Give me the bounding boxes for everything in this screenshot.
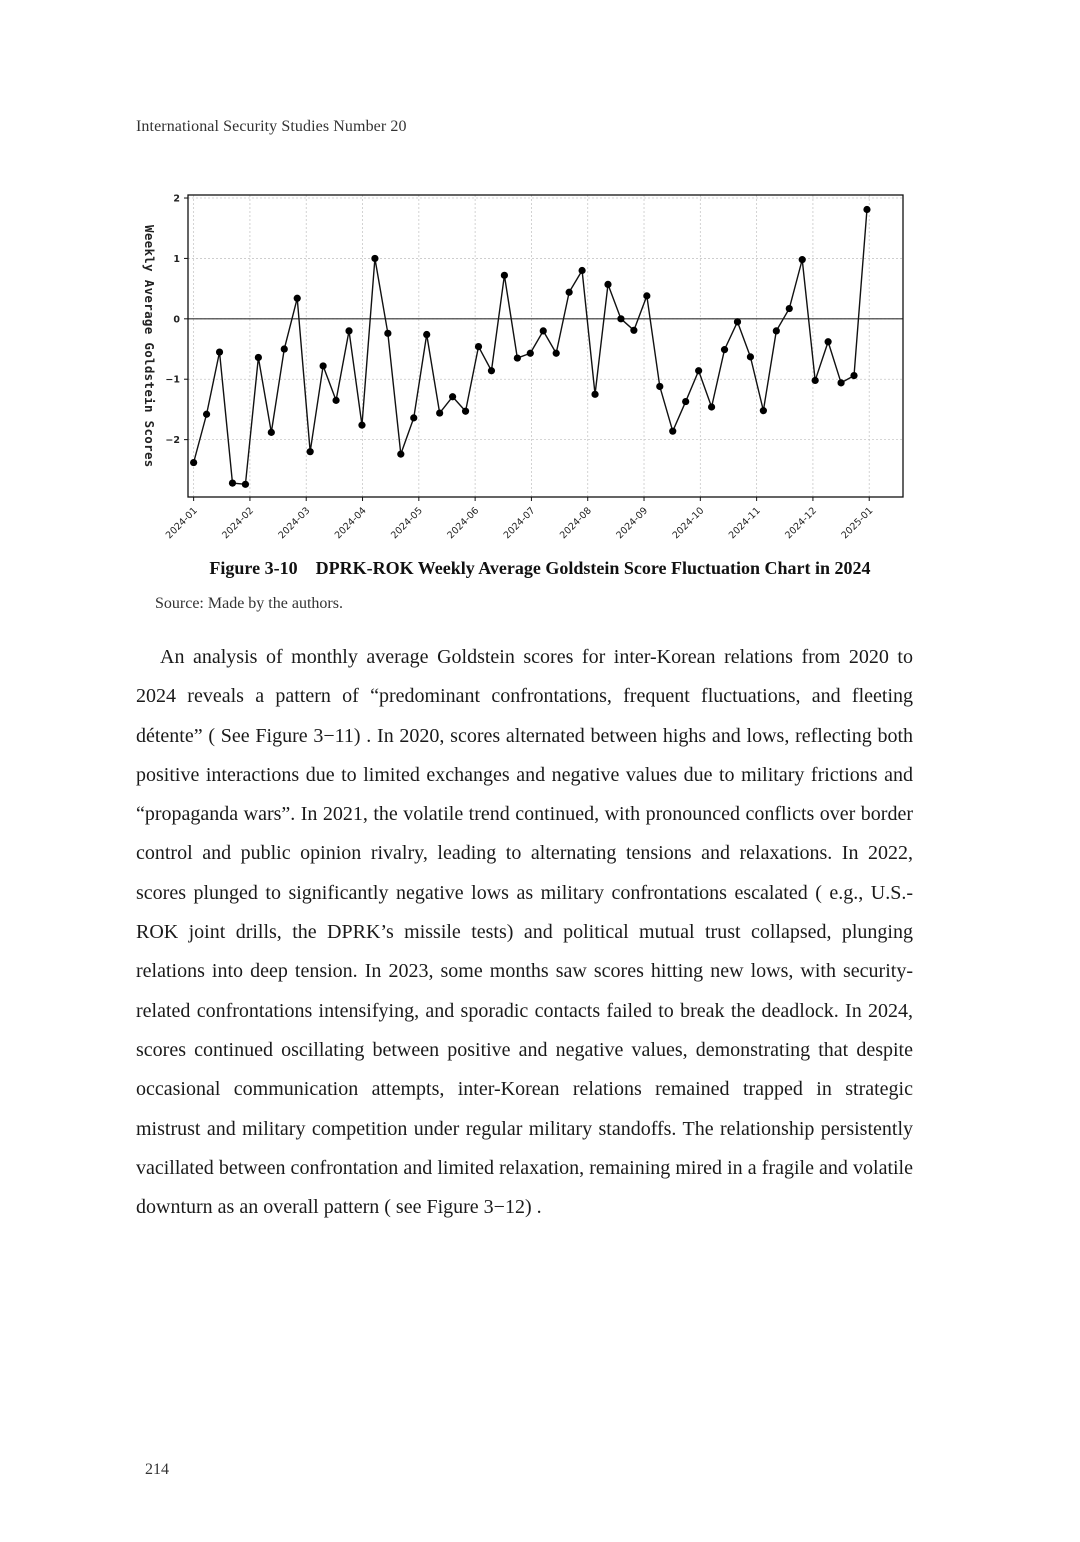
data-point [423, 331, 430, 338]
x-tick-label: 2024-11 [726, 505, 763, 542]
data-point [721, 346, 728, 353]
figure-caption [0, 558, 1080, 579]
data-point [734, 318, 741, 325]
data-point [630, 327, 637, 334]
figure-source: Source: Made by the authors. [155, 595, 343, 612]
x-tick-label: 2025-01 [839, 505, 876, 542]
data-point [825, 338, 832, 345]
data-point [216, 348, 223, 355]
data-point [747, 353, 754, 360]
data-point [229, 480, 236, 487]
y-tick-label: 0 [173, 314, 180, 326]
data-point [255, 354, 262, 361]
y-tick-label: −1 [165, 374, 180, 386]
data-point [786, 305, 793, 312]
x-tick-label: 2024-08 [557, 505, 594, 542]
data-point [708, 403, 715, 410]
page-number: 214 [145, 1461, 169, 1478]
x-tick-label: 2024-12 [783, 505, 820, 542]
data-point [281, 345, 288, 352]
data-point [527, 350, 534, 357]
data-point [578, 267, 585, 274]
data-point [307, 448, 314, 455]
x-tick-label: 2024-10 [670, 505, 707, 542]
data-point [643, 292, 650, 299]
data-point [488, 367, 495, 374]
figure-number: Figure 3-10 [209, 558, 298, 578]
data-point [773, 327, 780, 334]
data-point [669, 428, 676, 435]
x-tick-label: 2024-01 [163, 505, 200, 542]
data-point [358, 422, 365, 429]
data-point [617, 315, 624, 322]
data-point [449, 393, 456, 400]
data-point [514, 354, 521, 361]
x-tick-label: 2024-02 [220, 505, 257, 542]
data-point [371, 255, 378, 262]
data-point [294, 295, 301, 302]
data-point [320, 362, 327, 369]
x-tick-label: 2024-06 [445, 505, 482, 542]
data-point [501, 272, 508, 279]
data-point [345, 327, 352, 334]
figure-caption-text: DPRK-ROK Weekly Average Goldstein Score Fluctuation Chart in 2024 [315, 558, 871, 578]
data-point [462, 408, 469, 415]
data-point [384, 330, 391, 337]
data-point [242, 481, 249, 488]
body-text [136, 638, 913, 1227]
y-tick-label: 1 [173, 253, 180, 265]
data-point [410, 414, 417, 421]
x-tick-label: 2024-04 [332, 505, 369, 542]
data-point [760, 407, 767, 414]
data-point [812, 377, 819, 384]
data-point [850, 372, 857, 379]
body-paragraph: An analysis of monthly average Goldstein scores for inter-Korean relations from 2020 to 2024 reveals a pattern of “predominant confrontations, frequent fluctuations, and fleeting détente” ( See Figure 3−11) . In 2020, scores alternated between highs and lows, reflecting both positive interactions due to limited exchanges and negative values due to military frictions and “propaganda wars”. In 2021, the volatile trend continued, with pronounced conflicts over border control and public opinion rivalry, leading to alternating tensions and relaxations. In 2022, scores plunged to significantly negative lows as military confrontations escalated ( e.g., U.S.-ROK joint drills, the DPRK’s missile tests) and political mutual trust collapsed, plunging relations into deep tension. In 2023, some months saw scores hitting new lows, with security-related confrontations intensifying, and sporadic contacts failed to break the deadlock. In 2024, scores continued oscillating between positive and negative values, demonstrating that despite occasional communication attempts, inter-Korean relations remained trapped in strategic mistrust and military competition under regular military standoffs. The relationship persistently vacillated between confrontation and limited relaxation, remaining mired in a fragile and volatile downturn as an overall pattern ( see Figure 3−12) . [136, 646, 913, 1219]
plot-frame [188, 195, 903, 497]
data-point [695, 367, 702, 374]
data-point [591, 391, 598, 398]
line-chart [130, 180, 930, 560]
series-line [194, 209, 867, 484]
data-point [553, 350, 560, 357]
data-point [397, 451, 404, 458]
data-point [863, 206, 870, 213]
data-point [203, 411, 210, 418]
y-tick-label: −2 [165, 435, 180, 447]
data-point [332, 397, 339, 404]
data-point [540, 327, 547, 334]
data-point [190, 459, 197, 466]
data-point [799, 256, 806, 263]
data-point [604, 281, 611, 288]
y-tick-label: 2 [173, 193, 180, 205]
data-point [656, 383, 663, 390]
x-tick-label: 2024-07 [501, 505, 538, 542]
data-point [268, 429, 275, 436]
data-point [837, 379, 844, 386]
x-tick-label: 2024-03 [276, 505, 313, 542]
data-point [436, 409, 443, 416]
chart-y-axis-title: Weekly Average Goldstein Scores [142, 224, 157, 468]
running-header: International Security Studies Number 20 [136, 118, 407, 135]
data-point [682, 398, 689, 405]
x-tick-label: 2024-09 [614, 505, 651, 542]
data-point [475, 343, 482, 350]
x-tick-label: 2024-05 [389, 505, 425, 542]
figure-chart [130, 180, 930, 560]
data-point [566, 289, 573, 296]
